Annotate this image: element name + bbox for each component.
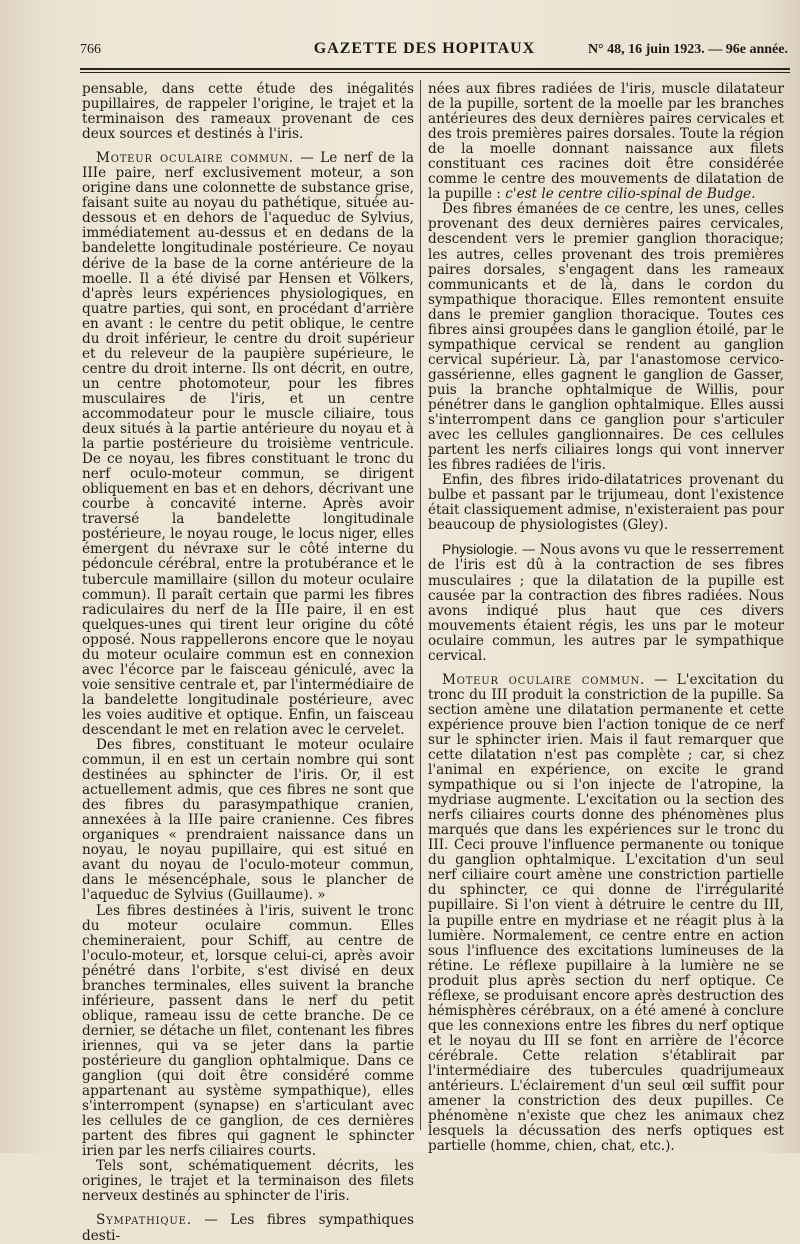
paragraph: Des fibres émanées de ce centre, les unes, celles provenant des deux dernières paires cervicales, descendent vers le premier ganglion thoracique; les autres, celles provenant des trois premières paires dorsales, s'engagent dans les rameaux communicants et de là, dans le cordon du sympathique thoracique. Elles remontent ensuite dans le premier ganglion thoracique. Toutes ces fibres ainsi groupées dans le ganglion étoilé, par le sympathique cervical se rendent au ganglion cervical supérieur. Là, par l'anastomose cervico-gassérienne, elles gagnent le ganglion de Gasser, puis la branche ophtalmique de Willis, pour pénétrer dans le ganglion ophtalmique. Elles aussi s'interrompent dans ce ganglion pour s'articuler avec les cellules ganglionnaires. De ces cellules partent les nerfs ciliaires longs qui vont innerver les fibres radiées de l'iris. [428, 201, 784, 474]
journal-title: GAZETTE DES HOPITAUX [313, 40, 536, 57]
paragraph: pensable, dans cette étude des inégalités pupillaires, de rappeler l'origine, le trajet et la terminaison des rameaux provenant de ces deux sources et destinés à l'iris. [82, 81, 414, 143]
section-heading: Moteur oculaire commun. [96, 150, 294, 167]
section-moteur-oculaire-physio [428, 673, 784, 1155]
right-column [428, 82, 784, 1154]
paragraph-body: — L'excitation du tronc du III produit la constriction de la pupille. Sa section amène une dilatation permanente et cette expérience prouve bien l'action tonique de ce nerf sur le sphincter irien. Mais il faut remarquer que cette dilatation n'est pas complète ; car, si chez l'animal en expérience, on excite le grand sympathique ou si l'on injecte de l'atropine, la mydriase augmente. L'excitation ou la section des nerfs ciliaires courts donne des phénomènes plus marqués que dans les expériences sur le tronc du III. Ceci prouve l'influence permanente ou tonique du ganglion ophtalmique. L'excitation d'un seul nerf ciliaire court amène une constriction partielle du sphincter, ce qui donne de l'irrégularité pupillaire. Si l'on vient à détruire le centre du III, la pupille entre en mydriase et ne réagit plus à la lumière. Normalement, ce centre entre en action sous l'influence des excitations lumineuses de la rétine. Le réflexe pupillaire à la lumière ne se produit plus après section du nerf optique. Ce réflexe, se produisant encore après destruction des hémisphères cérébraux, on a été amené à conclure que les connexions entre les fibres du nerf optique et le noyau du III se font en arrière de l'écorce cérébrale. Cette relation s'établirait par l'intermédiaire des tubercules quadrijumeaux antérieurs. L'éclairement d'un seul œil suffit pour amener la constriction des deux pupilles. Ce phénomène n'existe que chez les animaux chez lesquels la décussation des nerfs optiques est partielle (homme, chien, chat, etc.). [428, 671, 784, 1155]
paragraph-body: — Nous avons vu que le resserrement de l'iris est dû à la contraction de ses fibres musculaires ; que la dilatation de la pupille est causée par la contraction des fibres radiées. Nous avons indiqué plus haut que ces divers mouvements étaient régis, les uns par le moteur oculaire commun, les autres par le sympathique cervical. [428, 542, 784, 664]
paragraph [428, 82, 784, 202]
paragraph: Enfin, des fibres irido-dilatatrices provenant du bulbe et passant par le trijumeau, dont l'existence était classiquement admise, n'existeraient pas pour beaucoup de physiologistes (Gley). [428, 472, 784, 534]
section-heading: Sympathique. [96, 1212, 192, 1229]
section-heading: Physiologie. [442, 541, 518, 558]
column-divider [420, 80, 421, 1130]
header-rule [80, 68, 790, 73]
issue-info: N° 48, 16 juin 1923. — 96e année. [587, 42, 788, 57]
section-sympathique [82, 1213, 414, 1243]
page-header [80, 40, 788, 66]
paragraph-body: — Le nerf de la IIIe paire, nerf exclusivement moteur, a son origine dans une colonnette de substance grise, faisant suite au noyau du pathétique, située au-dessous et en dehors de l'aqueduc de Sylvius, immédiatement au-dessus et en dedans de la bandelette longitudinale postérieure. Ce noyau dérive de la base de la corne antérieure de la moelle. Il a été divisé par Hensen et Völkers, d'après leurs expériences physiologiques, en quatre parties, qui sont, en procédant d'arrière en avant : le centre du petit oblique, le centre du droit inférieur, le centre du droit supérieur et du releveur de la paupière supérieure, le centre du droit interne. Ils ont décrit, en outre, un centre photomoteur, pour les fibres musculaires de l'iris, et un centre accommodateur pour le muscle ciliaire, tous deux situés à la partie antérieure du noyau et à la partie postérieure du troisième ventricule. De ce noyau, les fibres constituant le tronc du nerf oculo-moteur commun, se dirigent obliquement en bas et en dehors, décrivant une courbe à concavité interne. Après avoir traversé la bandelette longitudinale postérieure, le noyau rouge, le locus niger, elles émergent du névraxe sur le côté interne du pédoncule cérébral, entre la protubérance et le tubercule mamillaire (sillon du moteur oculaire commun). Il paraît certain que parmi les fibres radiculaires du nerf de la IIIe paire, il en est quelques-unes qui tirent leur origine du côté opposé. Nous rappellerons encore que le noyau du moteur oculaire commun est en connexion avec l'écorce par le faisceau géniculé, avec la voie sensitive centrale et, par l'intermédiaire de la bandelette longitudinale postérieure, avec les voies auditive et optique. Enfin, un faisceau descendant le met en relation avec le cervelet. [82, 150, 414, 738]
paragraph-text: nées aux fibres radiées de l'iris, muscle dilatateur de la pupille, sortent de la moelle par les branches antérieures des deux dernières paires cervicales et des trois premières paires dorsales. Toute la région de la moelle donnant naissance aux filets constituant ces racines doit être considérée comme le centre des mouvements de dilatation de la pupille : [428, 81, 784, 203]
paragraph: Des fibres, constituant le moteur oculaire commun, il en est un certain nombre qui sont destinées au sphincter de l'iris. Or, il est actuellement admis, que ces fibres ne sont que des fibres du parasympathique cranien, annexées à la IIIe paire cranienne. Ces fibres organiques « prendraient naissance dans un noyau, le noyau pupillaire, qui est situé en avant du noyau de l'oculo-moteur commun, dans le mésencéphale, sous le plancher de l'aqueduc de Sylvius (Guillaume). » [82, 737, 414, 904]
paragraph: Tels sont, schématiquement décrits, les origines, le trajet et la terminaison des filets nerveux destinés au sphincter de l'iris. [82, 1158, 414, 1205]
section-physiologie [428, 542, 784, 663]
section-moteur-oculaire [82, 151, 414, 738]
section-heading: Moteur oculaire commun. [442, 671, 646, 688]
paragraph: Les fibres destinées à l'iris, suivent le tronc du moteur oculaire commun. Elles chemineraient, pour Schiff, au centre de l'oculo-moteur, et, lorsque celui-ci, après avoir pénétré dans l'orbite, s'est divisé en deux branches terminales, elles suivent la branche inférieure, passent dans le nerf du petit oblique, rameau issu de cette branche. De ce dernier, se détache un filet, contenant les fibres iriennes, qui va se jeter dans la partie postérieure du ganglion ophtalmique. Dans ce ganglion (qui doit être considéré comme appartenant au système sympathique), elles s'interrompent (synapse) en s'articulant avec les cellules de ce ganglion, de ces dernières partent des fibres qui gagnent le sphincter irien par les nerfs ciliaires courts. [82, 902, 414, 1160]
paragraph-body: — Les fibres sympathiques desti- [82, 1212, 414, 1244]
page-number: 766 [80, 42, 101, 57]
left-column [82, 82, 414, 1244]
emphasis-text: c'est le centre cilio-spinal de Budge. [505, 186, 756, 203]
